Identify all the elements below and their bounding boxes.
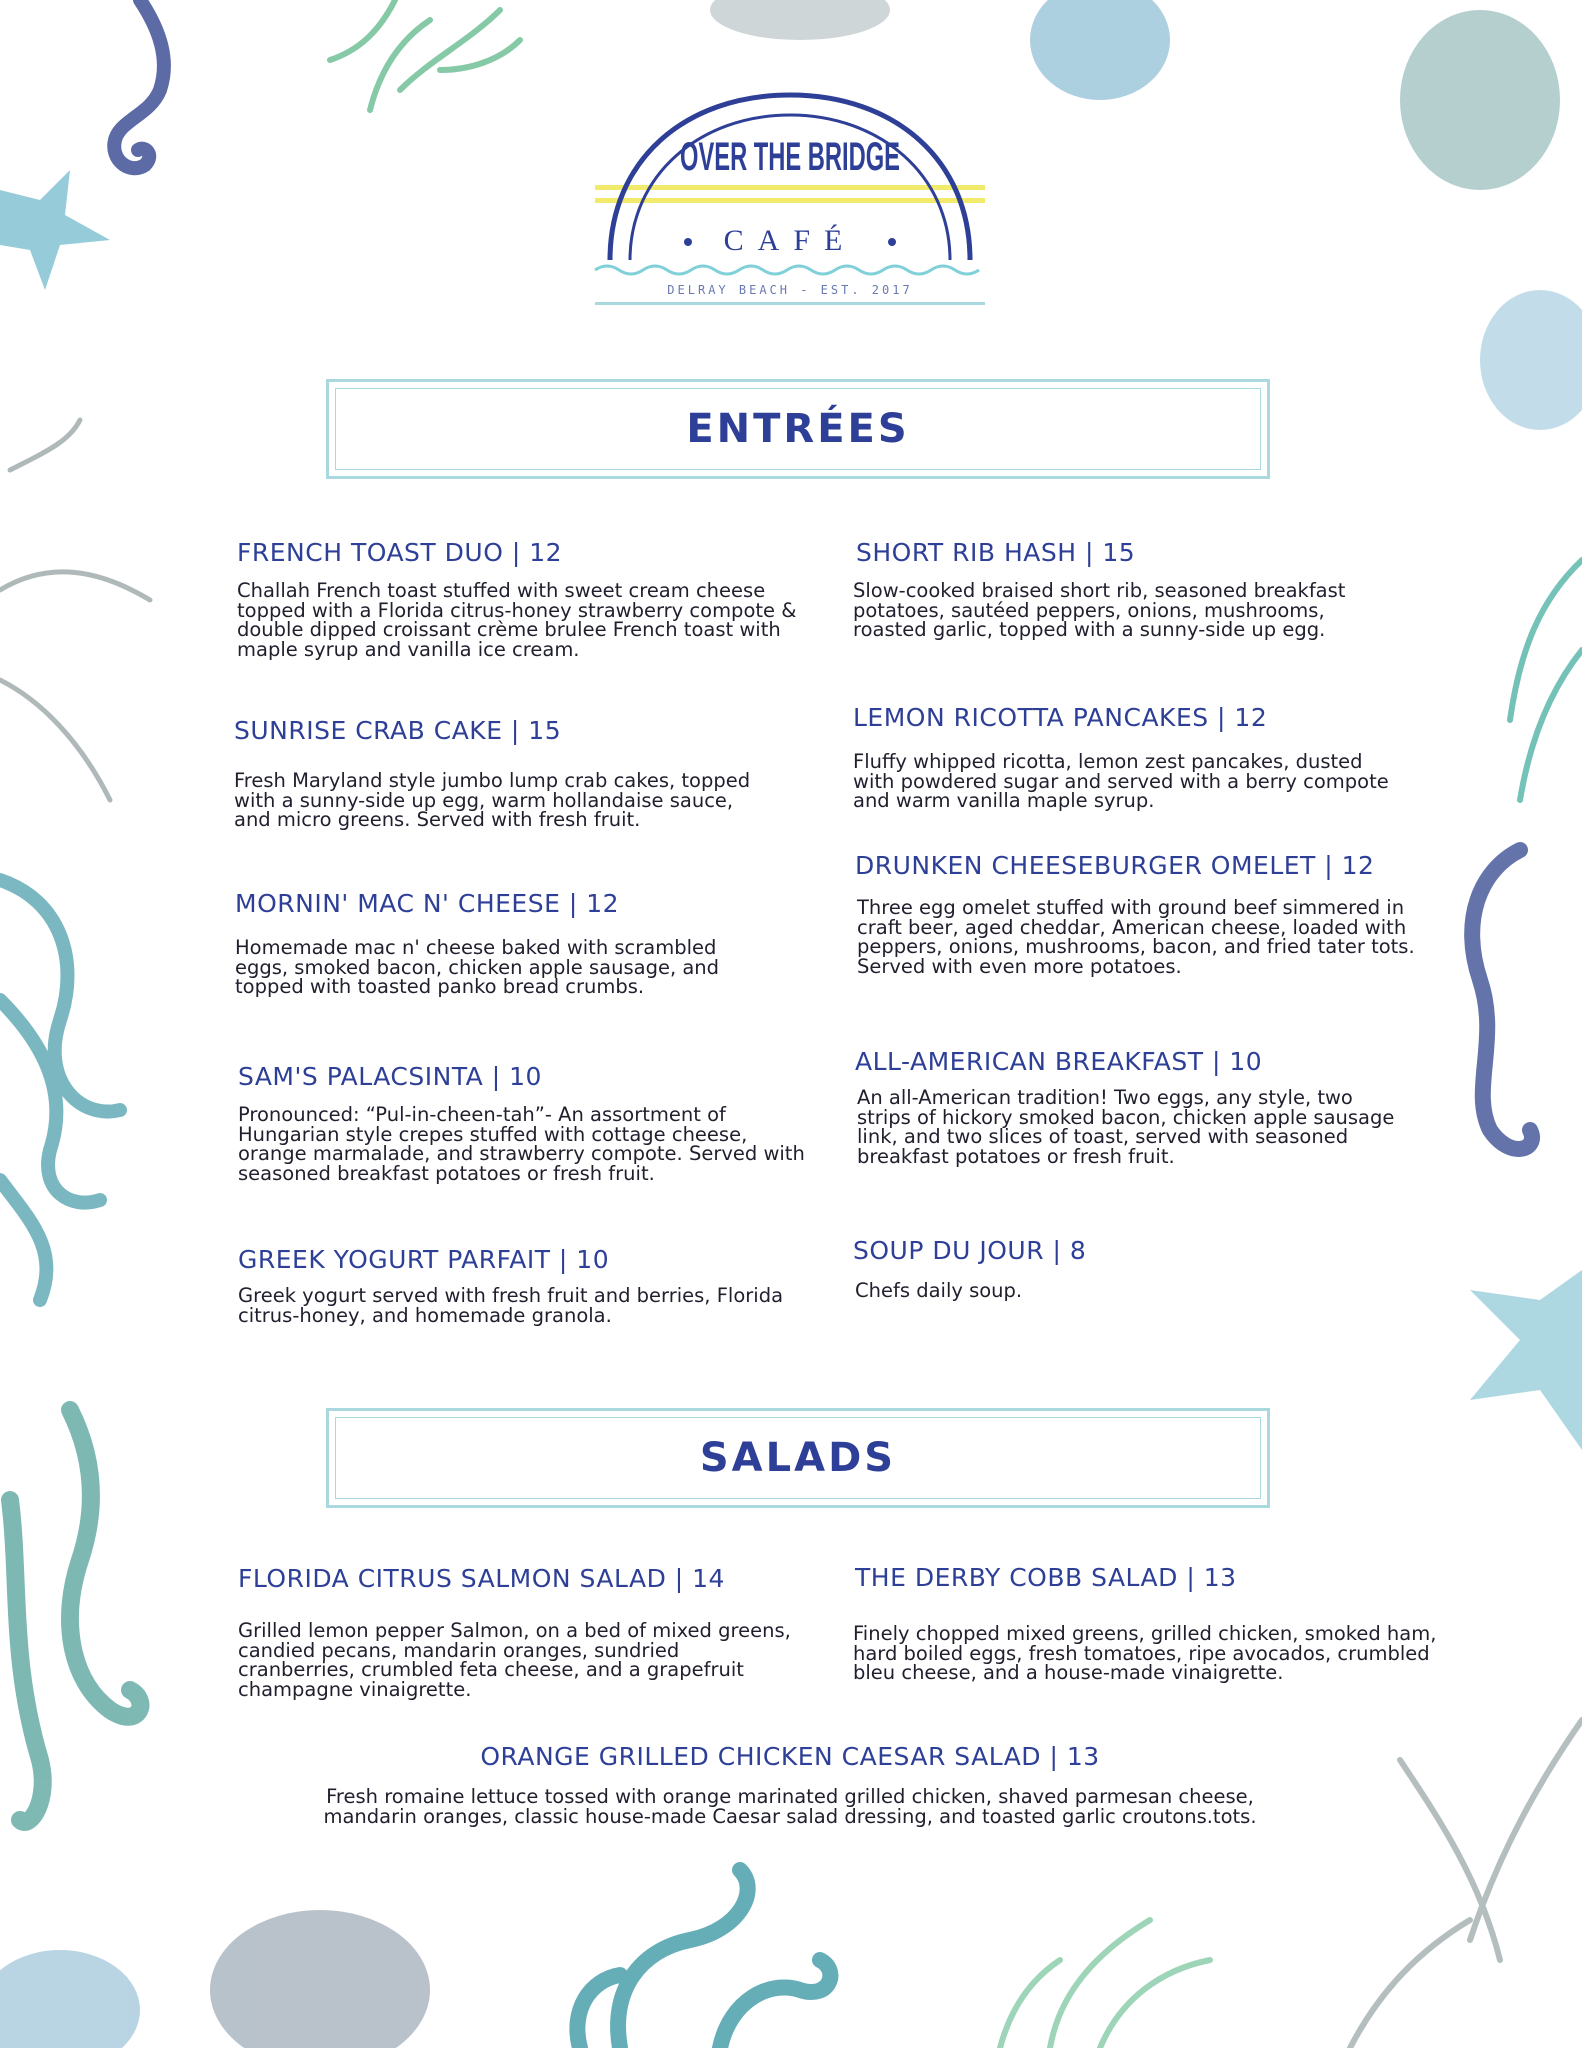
starfish-right-illustration [1470, 1270, 1582, 1450]
item-title: SHORT RIB HASH | 15 [856, 538, 1136, 567]
item-title: GREEK YOGURT PARFAIT | 10 [238, 1245, 610, 1274]
item-title: ORANGE GRILLED CHICKEN CAESAR SALAD | 13 [480, 1742, 1100, 1771]
item-title: SOUP DU JOUR | 8 [853, 1236, 1087, 1265]
menu-item [237, 538, 797, 659]
seahorse-bottom-left-illustration [10, 1410, 140, 1822]
menu-item [853, 703, 1393, 811]
menu-item [855, 851, 1420, 976]
item-description: Pronounced: “Pul-in-cheen-tah”- An assortment of Hungarian style crepes stuffed with cottage cheese, orange marmalade, and strawberry compote. Served with seasoned breakfast potatoes or fresh fruit. [238, 1103, 805, 1185]
item-description: Fluffy whipped ricotta, lemon zest pancakes, dusted with powdered sugar and served with a berry compote and warm vanilla maple syrup. [853, 750, 1389, 812]
salads-header-box [326, 1408, 1270, 1508]
octopus-bottom-illustration [577, 1870, 830, 2048]
menu-item [853, 538, 1376, 641]
seaweed-right-illustration [1510, 560, 1582, 800]
menu-item [855, 1563, 1455, 1683]
item-title: ALL-AMERICAN BREAKFAST | 10 [855, 1047, 1263, 1076]
menu-item [238, 1564, 798, 1699]
menu-item [238, 1062, 808, 1183]
menu-item [234, 716, 754, 830]
coral-bottom-illustration [0, 1910, 430, 2048]
item-description: Homemade mac n' cheese baked with scrambled eggs, smoked bacon, chicken apple sausage, and topped with toasted panko bread crumbs. [235, 936, 720, 998]
cafe-logo [590, 90, 990, 310]
seaweed-left-illustration [0, 420, 150, 800]
item-description: Chefs daily soup. [855, 1279, 1023, 1302]
menu-item [853, 1236, 1353, 1301]
seahorse-top-left-illustration [114, 0, 164, 168]
logo-tagline: DELRAY BEACH - EST. 2017 [667, 283, 913, 297]
salads-title: SALADS [699, 1435, 897, 1481]
seahorse-right-illustration [1472, 850, 1532, 1149]
item-title: LEMON RICOTTA PANCAKES | 12 [853, 703, 1268, 732]
menu-item [235, 889, 775, 997]
logo-name: OVER THE BRIDGE [680, 135, 900, 179]
item-description: Grilled lemon pepper Salmon, on a bed of mixed greens, candied pecans, mandarin oranges, sundried cranberries, crumbled feta cheese, and a grapefruit champagne vinaigrette. [238, 1619, 791, 1701]
item-description: An all-American tradition! Two eggs, any style, two strips of hickory smoked bacon, chicken apple sausage link, and two slices of toast, served with seasoned breakfast potatoes or fresh fruit. [857, 1086, 1395, 1168]
item-title: FRENCH TOAST DUO | 12 [237, 538, 563, 567]
item-description: Finely chopped mixed greens, grilled chicken, smoked ham, hard boiled eggs, fresh tomatoes, ripe avocados, crumbled bleu cheese, and a house-made vinaigrette. [853, 1622, 1437, 1684]
item-description: Three egg omelet stuffed with ground beef simmered in craft beer, aged cheddar, American cheese, loaded with peppers, onions, mushrooms, bacon, and fried tater tots. Served with even more potatoes. [857, 896, 1415, 978]
item-title: SAM'S PALACSINTA | 10 [238, 1062, 542, 1091]
menu-item [300, 1742, 1280, 1826]
entrees-title: ENTRÉES [686, 406, 910, 452]
seaweed-bottom-illustration [1000, 1920, 1210, 2048]
item-title: MORNIN' MAC N' CHEESE | 12 [235, 889, 620, 918]
item-title: SUNRISE CRAB CAKE | 15 [234, 716, 562, 745]
item-title: DRUNKEN CHEESEBURGER OMELET | 12 [855, 851, 1375, 880]
logo-graphic [590, 90, 990, 310]
logo-subtitle: CAFÉ [723, 224, 857, 257]
menu-item [855, 1047, 1395, 1166]
item-description: Fresh Maryland style jumbo lump crab cakes, topped with a sunny-side up egg, warm hollandaise sauce, and micro greens. Served with fresh fruit. [234, 769, 751, 831]
menu-item [238, 1245, 798, 1325]
item-title: THE DERBY COBB SALAD | 13 [855, 1563, 1237, 1592]
item-description: Fresh romaine lettuce tossed with orange marinated grilled chicken, shaved parmesan cheese, mandarin oranges, classic house-made Caesar salad dressing, and toasted garlic croutons.tots. [323, 1785, 1257, 1828]
item-description: Challah French toast stuffed with sweet cream cheese topped with a Florida citrus-honey strawberry compote & double dipped croissant crème brulee French toast with maple syrup and vanilla ice cream. [237, 579, 797, 661]
octopus-left-illustration [0, 880, 120, 1300]
item-title: FLORIDA CITRUS SALMON SALAD | 14 [238, 1564, 725, 1593]
item-description: Greek yogurt served with fresh fruit and berries, Florida citrus-honey, and homemade granola. [238, 1284, 784, 1327]
seaweed-top-illustration [330, 0, 520, 110]
item-description: Slow-cooked braised short rib, seasoned breakfast potatoes, sautéed peppers, onions, mushrooms, roasted garlic, topped with a sunny-side up egg. [853, 579, 1346, 641]
seaweed-bottom-right-illustration [1350, 1720, 1582, 2048]
starfish-top-left-illustration [0, 170, 110, 290]
entrees-header-box [326, 379, 1270, 479]
